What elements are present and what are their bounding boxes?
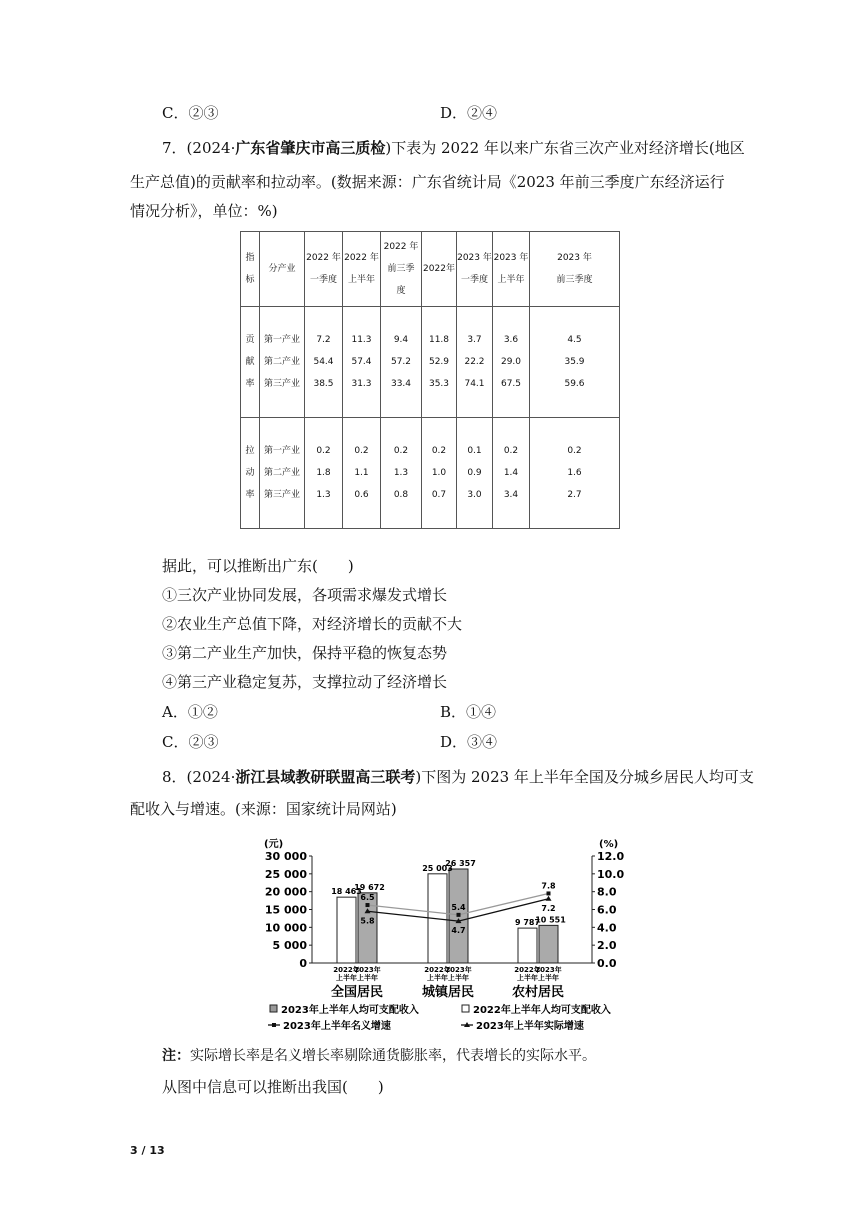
cell-values: 0.2 1.6 2.7	[567, 446, 582, 500]
header-period-text: 2023 年 前三季度	[556, 253, 593, 285]
bar-2023	[539, 925, 558, 963]
header-period	[457, 232, 493, 307]
header-period	[422, 232, 457, 307]
table-cell	[305, 307, 343, 418]
cell-values: 3.6 29.0 67.5	[500, 335, 522, 389]
q7-line2: 生产总值)的贡献率和拉动率。(数据来源：广东省统计局《2023 年前三季度广东经济运行	[130, 173, 725, 191]
group-indicator-text: 拉 动 率	[245, 446, 255, 500]
table-header-row	[241, 232, 620, 307]
table-group-contribution	[241, 307, 620, 418]
bar-2023-xlabel-top: 2023年	[354, 966, 381, 974]
bar-2022-xlabel-bottom: 上半年	[336, 974, 357, 982]
real-growth-marker	[546, 896, 552, 901]
table-cell	[381, 307, 422, 418]
q7-statement-4: ④第三产业稳定复苏，支撑拉动了经济增长	[162, 673, 448, 691]
real-growth-label: 4.7	[451, 926, 466, 936]
real-growth-label: 5.8	[360, 916, 375, 926]
bar-2023-value: 26 357	[445, 858, 476, 868]
right-tick-label: 6.0	[597, 903, 617, 917]
legend-label-2023: 2023年上半年人均可支配收入	[281, 1005, 419, 1016]
table-cell	[457, 418, 493, 529]
legend-label-nominal: 2023年上半年名义增速	[283, 1021, 391, 1032]
group-sector-list: 第一产业 第二产业 第三产业	[263, 446, 300, 500]
table-cell	[381, 418, 422, 529]
q7-number: 7．(2024·	[162, 139, 236, 157]
q8-line2: 配收入与增速。(来源：国家统计局网站)	[130, 800, 397, 818]
table-cell	[422, 307, 457, 418]
q8-note-text: 实际增长率是名义增长率剔除通货膨胀率，代表增长的实际水平。	[190, 1048, 596, 1064]
q8-line1-text: )下图为 2023 年上半年全国及分城乡居民人均可支	[415, 768, 754, 786]
page-number: 3 / 13	[130, 1144, 165, 1157]
cell-values: 9.4 57.2 33.4	[390, 335, 412, 389]
group-label: 农村居民	[511, 985, 565, 1000]
left-unit-label: (元)	[264, 839, 284, 850]
q7-line1	[162, 138, 745, 158]
header-indicator	[241, 232, 260, 307]
q7-option-b[interactable]: B．①④	[440, 703, 497, 721]
nominal-growth-marker	[366, 903, 370, 907]
q7-stem: 据此，可以推断出广东( )	[162, 557, 354, 575]
q7-statement-1: ①三次产业协同发展，各项需求爆发式增长	[162, 586, 448, 604]
left-tick-label: 25 000	[264, 867, 307, 881]
bar-2022-xlabel-top: 2022年	[424, 966, 451, 974]
header-period-text: 2022年	[423, 264, 455, 274]
option-d-prev: D．②④	[440, 104, 498, 122]
legend-label-real: 2023年上半年实际增速	[476, 1021, 584, 1032]
header-period	[305, 232, 343, 307]
right-unit-label: (%)	[599, 839, 619, 850]
bar-2023-value: 19 672	[354, 882, 385, 892]
group-label: 城镇居民	[421, 985, 475, 1000]
header-period	[530, 232, 620, 307]
cell-values: 4.5 35.9 59.6	[564, 335, 585, 389]
nominal-growth-label: 6.5	[360, 893, 375, 903]
header-period-text: 2022 年 一季度	[306, 253, 341, 285]
right-tick-label: 10.0	[597, 867, 624, 881]
nominal-growth-label: 7.8	[541, 881, 556, 891]
nominal-growth-label: 5.4	[451, 902, 466, 912]
header-sector: 分产业	[260, 232, 305, 307]
cell-values: 11.3 57.4 31.3	[351, 335, 372, 389]
bar-2023-xlabel-bottom: 上半年	[357, 974, 378, 982]
real-growth-label: 7.2	[541, 903, 556, 913]
q7-option-c[interactable]: C．②③	[162, 733, 219, 751]
q8-line1	[162, 767, 754, 787]
q7-statement-2: ②农业生产总值下降，对经济增长的贡献不大	[162, 615, 463, 633]
bar-2023-xlabel-bottom: 上半年	[448, 974, 469, 982]
legend-marker-nominal	[272, 1023, 276, 1027]
header-period	[493, 232, 530, 307]
q8-note	[162, 1046, 596, 1066]
bar-2023-xlabel-bottom: 上半年	[538, 974, 559, 982]
nominal-growth-marker	[547, 891, 551, 895]
cell-values: 0.2 1.1 0.6	[354, 446, 369, 500]
cell-values: 0.2 1.0 0.7	[431, 446, 447, 500]
option-c-prev: C．②③	[162, 104, 219, 122]
group-indicator	[241, 418, 260, 529]
legend-swatch-2022	[462, 1005, 469, 1012]
cell-values: 3.7 22.2 74.1	[464, 335, 485, 389]
cell-values: 7.2 54.4 38.5	[313, 335, 334, 389]
cell-values: 11.8 52.9 35.3	[428, 335, 450, 389]
bar-2022	[337, 897, 356, 963]
bar-2022-value: 18 463	[331, 887, 362, 897]
bar-2022-xlabel-bottom: 上半年	[517, 974, 538, 982]
table-cell	[457, 307, 493, 418]
bar-2023-xlabel-top: 2023年	[535, 966, 562, 974]
left-tick-label: 5 000	[272, 939, 307, 953]
table-cell	[493, 307, 530, 418]
header-period-text: 2022 年 上半年	[344, 253, 379, 285]
bar-2022	[518, 928, 537, 963]
left-tick-label: 30 000	[264, 850, 307, 863]
group-indicator-text: 贡 献 率	[245, 335, 255, 389]
income-growth-chart	[262, 830, 624, 1040]
left-tick-label: 10 000	[264, 921, 307, 935]
table-cell	[343, 418, 381, 529]
legend-label-2022: 2022年上半年人均可支配收入	[473, 1005, 611, 1016]
table-cell	[493, 418, 530, 529]
bar-2022-xlabel-bottom: 上半年	[427, 974, 448, 982]
table-cell	[530, 418, 620, 529]
cell-values: 0.2 1.8 1.3	[316, 446, 331, 500]
bar-2022-xlabel-top: 2022年	[514, 966, 541, 974]
cell-values: 0.2 1.4 3.4	[503, 446, 519, 500]
q7-line1-text: )下表为 2022 年以来广东省三次产业对经济增长(地区	[385, 139, 745, 157]
right-tick-label: 4.0	[597, 921, 617, 935]
table-cell	[305, 418, 343, 529]
table-group-pull	[241, 418, 620, 529]
q7-statement-3: ③第二产业生产加快，保持平稳的恢复态势	[162, 644, 448, 662]
bar-2023-value: 10 551	[535, 915, 566, 925]
cell-values: 0.2 1.3 0.8	[393, 446, 409, 500]
bar-2022-value: 9 787	[514, 918, 541, 928]
right-tick-label: 8.0	[597, 885, 617, 899]
header-period-text: 2022 年 前三季 度	[383, 242, 419, 296]
left-tick-label: 20 000	[264, 885, 307, 899]
header-indicator-text: 指 标	[245, 253, 255, 285]
q7-option-a[interactable]: A．①②	[162, 703, 218, 721]
q8-number: 8．(2024·	[162, 768, 236, 786]
right-tick-label: 2.0	[597, 939, 617, 953]
group-sectors	[260, 418, 305, 529]
bar-2023-xlabel-top: 2023年	[445, 966, 472, 974]
right-tick-label: 0.0	[597, 957, 617, 970]
q7-line3: 情况分析》，单位：%)	[130, 202, 278, 220]
group-label: 全国居民	[330, 985, 384, 1000]
header-period	[343, 232, 381, 307]
group-indicator	[241, 307, 260, 418]
q8-stem: 从图中信息可以推断出我国( )	[162, 1078, 384, 1096]
q8-source: 浙江县域教研联盟高三联考	[235, 768, 416, 786]
q8-note-label: 注：	[162, 1048, 190, 1064]
left-tick-label: 15 000	[264, 903, 307, 917]
right-tick-label: 12.0	[597, 850, 624, 863]
q7-data-table	[240, 231, 620, 529]
left-tick-label: 0	[299, 957, 307, 970]
q7-source: 广东省肇庆市高三质检	[235, 139, 386, 157]
table-cell	[422, 418, 457, 529]
nominal-growth-marker	[457, 913, 461, 917]
bar-2022-xlabel-top: 2022年	[333, 966, 360, 974]
header-period-text: 2023 年 一季度	[457, 253, 492, 285]
table-cell	[343, 307, 381, 418]
group-sector-list: 第一产业 第二产业 第三产业	[263, 335, 300, 389]
table-cell	[530, 307, 620, 418]
header-period-text: 2023 年 上半年	[493, 253, 529, 285]
cell-values: 0.1 0.9 3.0	[467, 446, 482, 500]
q7-option-d[interactable]: D．③④	[440, 733, 498, 751]
group-sectors	[260, 307, 305, 418]
header-period	[381, 232, 422, 307]
bar-2022-value: 25 003	[422, 863, 453, 873]
legend-swatch-2023	[270, 1005, 277, 1012]
